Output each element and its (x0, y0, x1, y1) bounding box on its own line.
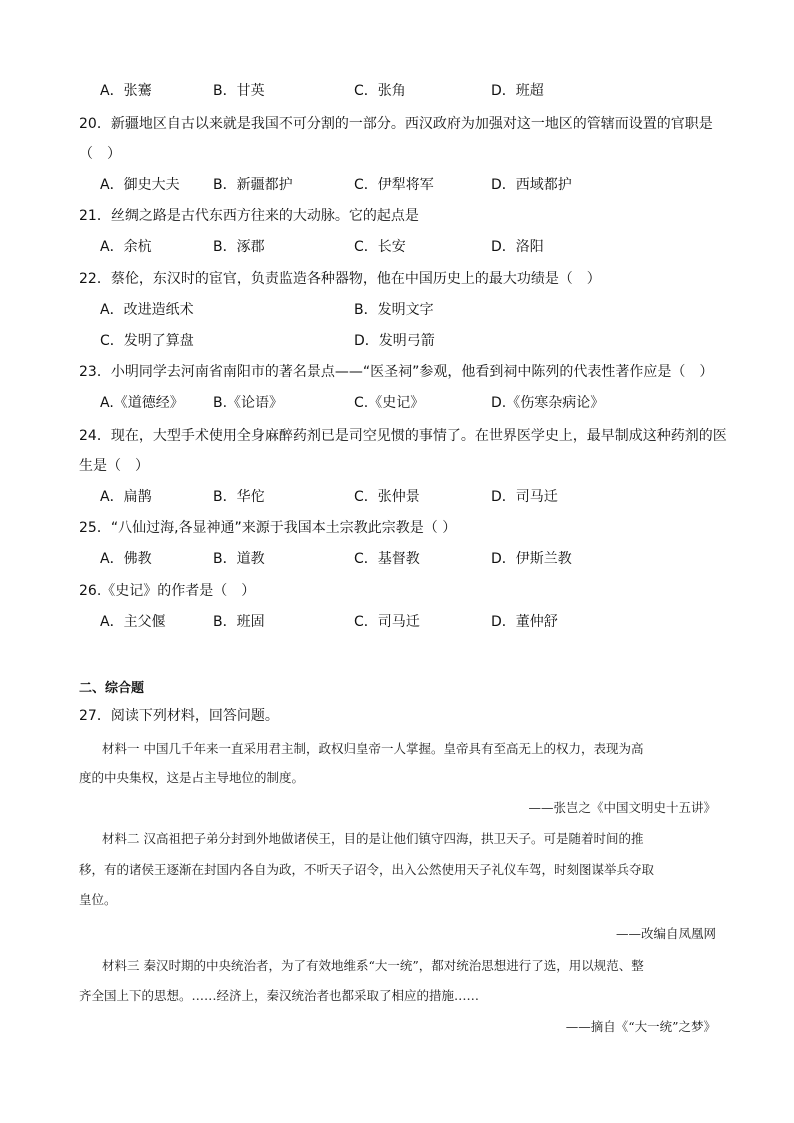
q24-option-c: C．张仲景 (354, 489, 420, 505)
q20-option-b: B．新疆都护 (213, 177, 293, 193)
material-3-line-1: 材料三 秦汉时期的中央统治者，为了有效地维系“大一统”，都对统治思想进行了选，用以规范、整 (102, 958, 644, 973)
q23-option-a: A.《道德经》 (100, 395, 184, 411)
q21-option-c: C．长安 (354, 239, 406, 255)
material-1-line-2: 度的中央集权，这是占主导地位的制度。 (79, 770, 305, 785)
material-2-line-1: 材料二 汉高祖把子弟分封到外地做诸侯王，目的是让他们镇守四海，拱卫天子。可是随着时间的推 (102, 831, 644, 846)
q19-option-d: D．班超 (491, 83, 544, 99)
q23-option-d: D.《伤寒杂病论》 (491, 395, 605, 411)
q20-option-a: A．御史大夫 (100, 177, 180, 193)
q24-stem: 24．现在，大型手术使用全身麻醉药剂已是司空见惯的事情了。在世界医学史上，最早制成这种药剂的医 (79, 428, 727, 444)
q26-option-a: A．主父偃 (100, 614, 166, 630)
q20-stem-cont: （ ） (79, 146, 121, 162)
q26-option-b: B．班固 (213, 614, 265, 630)
q23-option-c: C.《史记》 (354, 395, 425, 411)
q20-option-d: D．西域都护 (491, 177, 572, 193)
q23-option-b: B.《论语》 (213, 395, 284, 411)
q25-option-c: C．基督教 (354, 551, 420, 567)
material-2-source: ——改编自凤凰网 (615, 926, 716, 941)
q25-option-a: A．佛教 (100, 551, 152, 567)
q20-option-c: C．伊犁将军 (354, 177, 434, 193)
q22-stem: 22．蔡伦，东汉时的宦官，负责监造各种器物，他在中国历史上的最大功绩是（ ） (79, 271, 601, 287)
q21-option-d: D．洛阳 (491, 239, 544, 255)
material-2-line-3: 皇位。 (79, 892, 117, 907)
q19-option-c: C．张角 (354, 83, 406, 99)
q21-option-b: B．涿郡 (213, 239, 265, 255)
q26-option-c: C．司马迁 (354, 614, 420, 630)
material-3-line-2: 齐全国上下的思想。……经济上，秦汉统治者也都采取了相应的措施…… (79, 988, 480, 1003)
q19-option-a: A．张騫 (100, 83, 152, 99)
q25-stem: 25．“八仙过海,各显神通”来源于我国本土宗教此宗教是（ ） (79, 520, 457, 536)
q25-option-b: B．道教 (213, 551, 265, 567)
material-2-line-2: 移，有的诸侯王逐渐在封国内各自为政，不听天子诏令，出入公然使用天子礼仪车驾，时刻图谋举兵夺取 (79, 862, 655, 877)
q25-option-d: D．伊斯兰教 (491, 551, 572, 567)
q27-stem: 27．阅读下列材料，回答问题。 (79, 708, 279, 724)
q22-option-b: B．发明文字 (354, 302, 434, 318)
q24-option-b: B．华佗 (213, 489, 265, 505)
q21-option-a: A．余杭 (100, 239, 152, 255)
q24-stem-cont: 生是（ ） (79, 458, 149, 474)
q23-stem: 23．小明同学去河南省南阳市的著名景点——“医圣祠”参观，他看到祠中陈列的代表性著作应是（ ） (79, 364, 714, 380)
q21-stem: 21．丝绸之路是古代东西方往来的大动脉。它的起点是 (79, 208, 419, 224)
q22-option-c: C．发明了算盘 (100, 333, 194, 349)
q24-option-a: A．扁鹊 (100, 489, 152, 505)
q24-option-d: D．司马迁 (491, 489, 558, 505)
section-title-comprehensive: 二、综合题 (79, 681, 145, 696)
q22-option-a: A．改进造纸术 (100, 302, 194, 318)
q22-option-d: D．发明弓箭 (354, 333, 435, 349)
q20-stem: 20．新疆地区自古以来就是我国不可分割的一部分。西汉政府为加强对这一地区的管辖而设置的官职是 (79, 116, 713, 132)
q26-stem: 26.《史记》的作者是（ ） (79, 583, 256, 599)
material-1-source: ——张岂之《中国文明史十五讲》 (528, 800, 716, 815)
material-3-source: ——摘自《“大一统”之梦》 (565, 1019, 716, 1034)
q26-option-d: D．董仲舒 (491, 614, 558, 630)
q19-option-b: B．甘英 (213, 83, 265, 99)
material-1-line-1: 材料一 中国几千年来一直采用君主制，政权归皇帝一人掌握。皇帝具有至高无上的权力，表现为高 (102, 741, 644, 756)
